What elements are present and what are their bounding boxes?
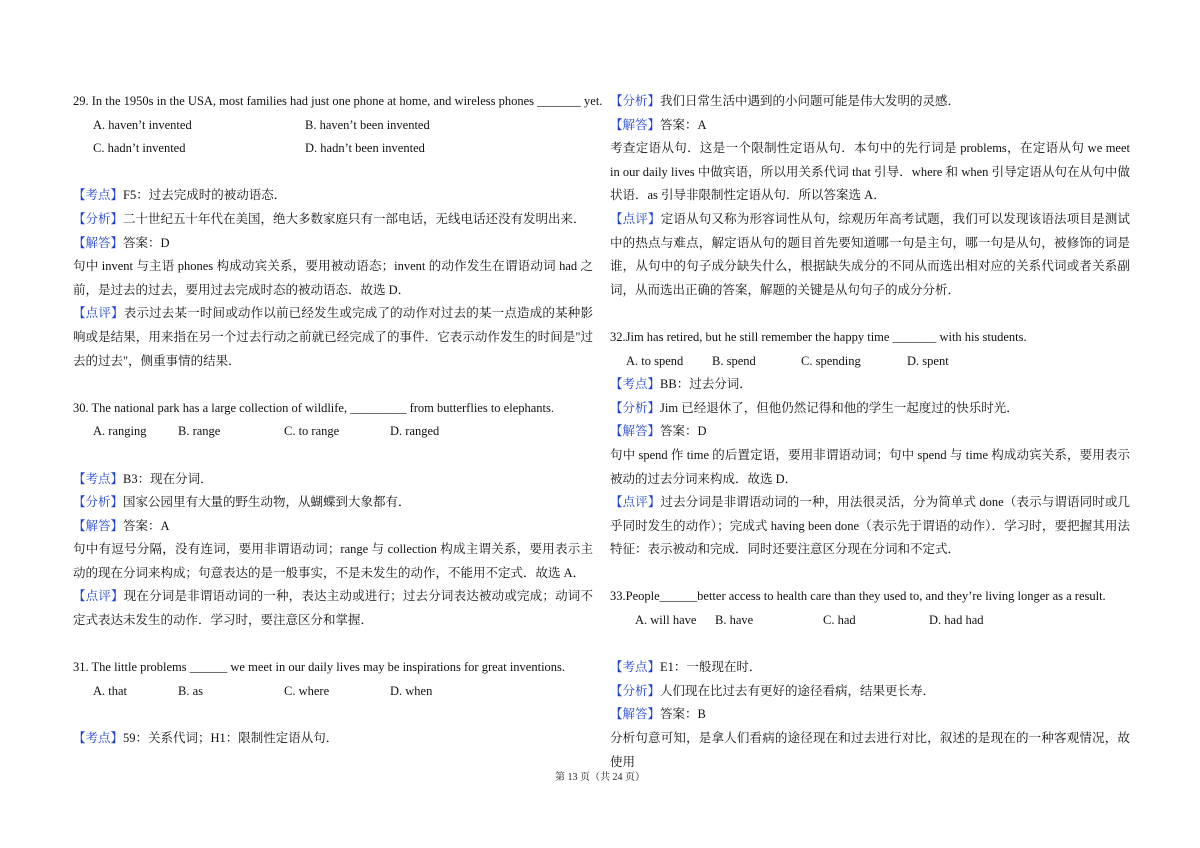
question-32-options <box>610 350 1130 374</box>
fenxi-label: 【分析】 <box>73 495 124 510</box>
fenxi-text: Jim 已经退休了，但他仍然记得和他的学生一起度过的快乐时光． <box>660 400 1019 415</box>
q32-option-b: B. spend <box>712 353 756 368</box>
q29-option-c: C. hadn’t invented <box>93 141 186 156</box>
kaodian-label: 【考点】 <box>73 471 124 486</box>
dianping-label: 【点评】 <box>73 589 124 604</box>
q31-option-b: B. as <box>178 683 203 698</box>
q29-fenxi <box>73 208 593 232</box>
kaodian-text: BB：过去分词． <box>660 377 752 392</box>
q31-option-a: A. that <box>93 683 128 698</box>
q29-kaodian <box>73 184 593 208</box>
q33-option-b: B. have <box>715 613 754 628</box>
q33-jieda <box>610 703 1130 727</box>
q33-option-c: C. had <box>823 613 856 628</box>
q30-option-d: D. ranged <box>390 424 440 439</box>
dianping-label: 【点评】 <box>610 211 661 226</box>
jieda-text: 答案：D <box>123 235 170 250</box>
fenxi-label: 【分析】 <box>610 683 661 698</box>
q30-dianping <box>73 585 593 632</box>
q32-option-d: D. spent <box>907 353 949 368</box>
dianping-text: 现在分词是非谓语动词的一种，表达主动或进行；过去分词表达被动或完成；动词不定式表达未发生的动作．学习时，要注意区分和掌握． <box>73 589 593 628</box>
fenxi-label: 【分析】 <box>73 211 124 226</box>
q31-kaodian <box>73 727 593 751</box>
kaodian-label: 【考点】 <box>610 660 661 675</box>
dianping-label: 【点评】 <box>610 495 661 510</box>
q30-jieda <box>73 515 593 539</box>
kaodian-text: E1：一般现在时． <box>660 660 762 675</box>
jieda-label: 【解答】 <box>73 235 124 250</box>
fenxi-text: 国家公园里有大量的野生动物，从蝴蝶到大象都有． <box>123 495 411 510</box>
q32-kaodian <box>610 373 1130 397</box>
fenxi-text: 人们现在比过去有更好的途径看病，结果更长寿． <box>660 683 936 698</box>
q29-explanation: 句中 invent 与主语 phones 构成动宾关系，要用被动语态；invent 的动作发生在谓语动词 had 之前，是过去的过去，要用过去完成时态的被动语态．故选 D． <box>73 259 593 297</box>
jieda-label: 【解答】 <box>73 518 124 533</box>
jieda-text: 答案：B <box>660 707 706 722</box>
q31-explanation: 考查定语从句．这是一个限制性定语从句．本句中的先行词是 problems，在定语从句 we meet in our daily lives 中做宾语，所以用关系代词 that 引导．where 和 when 引导定语从句在从句中做状语．as 引导非限制性定语从句．所以答案选 A． <box>610 141 1130 203</box>
question-29-options <box>73 114 593 138</box>
q29-option-d: D. hadn’t been invented <box>305 141 425 156</box>
fenxi-text: 我们日常生活中遇到的小问题可能是伟大发明的灵感． <box>660 94 961 108</box>
q30-option-a: A. ranging <box>93 424 147 439</box>
page-number: 第 13 页（共 24 页） <box>555 772 645 783</box>
q33-option-d: D. had had <box>929 613 984 628</box>
question-32-stem: 32.Jim has retired, but he still remember the happy time _______ with his students. <box>610 329 1027 344</box>
q29-option-b: B. haven’t been invented <box>305 117 430 132</box>
jieda-text: 答案：A <box>123 518 170 533</box>
kaodian-label: 【考点】 <box>73 731 124 746</box>
q31-option-c: C. where <box>284 683 330 698</box>
q32-option-c: C. spending <box>801 353 861 368</box>
fenxi-label: 【分析】 <box>610 94 661 108</box>
q30-option-b: B. range <box>178 424 221 439</box>
question-30-stem: 30. The national park has a large collection of wildlife, _________ from butterflies to elephants. <box>73 400 555 415</box>
q33-explanation: 分析句意可知，是拿人们看病的途径现在和过去进行对比，叙述的是现在的一种客观情况，故使用 <box>610 731 1130 769</box>
fenxi-text: 二十世纪五十年代在美国，绝大多数家庭只有一部电话，无线电话还没有发明出来． <box>123 211 586 226</box>
kaodian-text: 59：关系代词；H1：限制性定语从句． <box>123 731 339 746</box>
q31-jieda <box>610 114 1130 138</box>
q30-option-c: C. to range <box>284 424 340 439</box>
q32-explanation: 句中 spend 作 time 的后置定语，要用非谓语动词；句中 spend 与 time 构成动宾关系，要用表示被动的过去分词来构成．故选 D． <box>610 447 1130 486</box>
jieda-label: 【解答】 <box>610 707 661 722</box>
q33-kaodian <box>610 656 1130 680</box>
dianping-text: 表示过去某一时间或动作以前已经发生或完成了的动作对过去的某一点造成的某种影响或是结果，用来指在另一个过去行动之前就已经完成了的事件．它表示动作发生的时间是"过去的过去"，侧重事情的结果． <box>73 306 593 368</box>
question-30-options <box>73 420 593 444</box>
q32-option-a: A. to spend <box>626 353 684 368</box>
q32-jieda <box>610 420 1130 444</box>
kaodian-text: B3：现在分词． <box>123 471 213 486</box>
question-31-stem: 31. The little problems ______ we meet in our daily lives may be inspirations for great inventions. <box>73 660 566 675</box>
dianping-label: 【点评】 <box>73 306 124 321</box>
jieda-label: 【解答】 <box>610 117 661 132</box>
kaodian-label: 【考点】 <box>610 377 661 392</box>
q32-fenxi <box>610 397 1130 421</box>
question-31-options <box>73 680 593 704</box>
jieda-text: 答案：A <box>660 117 707 132</box>
q32-dianping <box>610 491 1130 562</box>
q31-fenxi <box>610 90 1130 114</box>
jieda-text: 答案：D <box>660 424 707 439</box>
q29-option-a: A. haven’t invented <box>93 117 192 132</box>
q29-jieda <box>73 232 593 256</box>
question-33-stem: 33.People______better access to health care than they used to, and they’re living longer as a result. <box>610 589 1106 604</box>
question-29-stem: 29. In the 1950s in the USA, most families had just one phone at home, and wireless phones _______ yet. <box>73 94 603 108</box>
dianping-text: 定语从句又称为形容词性从句，综观历年高考试题，我们可以发现该语法项目是测试中的热点与难点，解定语从句的题目首先要知道哪一句是主句，哪一句是从句，被修饰的词是谁，从句中的句子成分缺失什么，根据缺失成分的不同从而选出相对应的关系代词或者关系副词，从而选出正确的答案，解题的关键是从句句子的成分分析． <box>610 211 1130 297</box>
kaodian-text: F5：过去完成时的被动语态． <box>123 188 287 203</box>
question-29-options-row2 <box>73 137 593 161</box>
jieda-label: 【解答】 <box>610 424 661 439</box>
q33-fenxi <box>610 680 1130 704</box>
question-33-options <box>610 609 1130 633</box>
kaodian-label: 【考点】 <box>73 188 124 203</box>
fenxi-label: 【分析】 <box>610 400 661 415</box>
q31-option-d: D. when <box>390 683 433 698</box>
q29-dianping <box>73 302 593 373</box>
q30-explanation: 句中有逗号分隔，没有连词，要用非谓语动词；range 与 collection 构成主谓关系，要用表示主动的现在分词来构成；句意表达的是一般事实，不是未发生的动作，不能用不定式．故选 A． <box>73 542 593 580</box>
dianping-text: 过去分词是非谓语动词的一种，用法很灵活，分为简单式 done（表示与谓语同时或几乎同时发生的动作）；完成式 having been done（表示先于谓语的动作）．学习时，要把握其用法特征：表示被动和完成．同时还要注意区分现在分词和不定式． <box>610 495 1130 557</box>
q30-fenxi <box>73 491 593 515</box>
right-column <box>610 90 1130 774</box>
q30-kaodian <box>73 468 593 492</box>
q31-dianping <box>610 208 1130 302</box>
left-column <box>73 90 603 751</box>
q33-option-a: A. will have <box>635 613 697 628</box>
